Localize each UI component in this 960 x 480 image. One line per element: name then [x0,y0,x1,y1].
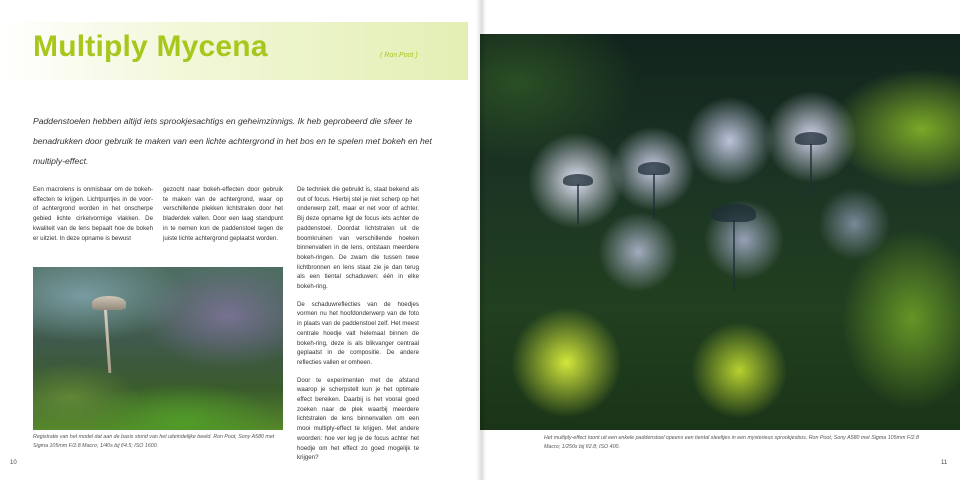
mushroom-cap [92,296,126,310]
paragraph: De schaduwreflecties van de hoedjes vormen nu het hoofdonderwerp van de foto in plaats van de paddenstoel zelf. Het meest centrale hoedje valt helemaal binnen de bokeh-ring, deze is als blikvanger centraal geplaatst in de compositie. De andere reflecties vallen er omheen. [297,300,419,366]
paragraph: Een macrolens is onmisbaar om de bokeh-effecten te krijgen. Lichtpuntjes in de voor- of achtergrond worden in het onscherpe gebied lichte cirkelvormige vlakken. De kwaliteit van de lens bepaalt hoe de bokeh er uitziet. In deze opname is bewust [33,186,153,242]
mushroom-shadow-stem [653,174,655,219]
page-number-right: 11 [941,460,948,466]
paragraph: gezocht naar bokeh-effecten door gebruik te maken van de achtergrond, waar op verschillende plekken lichtstralen door het bladerdek vallen. Door een laag standpunt in te nemen kon de paddenstoel tegen de juiste lichte achtergrond geplaatst worden. [163,186,283,242]
text-column-3 [297,185,419,471]
page-number-left: 10 [10,460,17,466]
article-author: ( Ron Poot ) [380,52,418,59]
bokeh-photo-large [480,34,960,430]
paragraph: De techniek die gebruikt is, staat bekend als out of focus. Hierbij stel je niet scherp op het onderwerp zelf, maar er net voor of achter. Bij deze opname ligt de focus iets achter de paddenstoel. Doordat lichtstralen uit de boomkruinen van verschillende hoeken binnenvallen in de lens, ontstaan meerdere bokeh-ringen. De zwam die tussen twee lichtbronnen en lens staat zie je dan terug als een tiental schaduwen: één in elke bokeh-ring. [297,186,419,291]
article-title: Multiply Mycena [33,30,268,63]
page-gutter [476,0,486,480]
photo-caption-left: Registratie van het model dat aan de basis stond van het uiteindelijke beeld. Ron Poot, Sony A580 met Sigma 105mm F/2.8 Macro; 1/40s bij f/4.5; ISO 1600. [33,434,275,449]
mushroom-shadow-stem [577,184,579,224]
photo-caption-right: Het multiply-effect toont uit een enkele paddenstoel opeens een tiental steeltjes in een mysterieus sprookjesbos. Ron Poot, Sony A580 met Sigma 105mm F/2.8 Macro; 1/250s bij f/2.8; ISO 400. [544,435,919,450]
mushroom-photo-small [33,267,283,430]
text-column-1 [33,185,153,251]
paragraph: Door te experimenten met de afstand waarop je scherpstelt kun je het optimale effect bereiken. Daarbij is het vooral goed zoeken naar de plek waarbij meerdere lichtstralen de lens binnenvallen om een mooi multiply-effect te krijgen. Met andere woorden: hoe ver leg je de focus achter het hoedje om het effect zo goed mogelijk te krijgen? [297,376,419,462]
text-column-2 [163,185,283,251]
mushroom-shadow-stem [810,144,812,194]
mushroom-shadow-stem [733,220,735,290]
article-intro: Paddenstoelen hebben altijd iets sprookjesachtigs en geheimzinnigs. Ik heb geprobeerd die sfeer te benadrukken door gebruik te maken van een lichte achtergrond in het bos en te spelen met bokeh en het multiply-effect. [33,116,432,166]
bokeh-background [480,34,960,430]
